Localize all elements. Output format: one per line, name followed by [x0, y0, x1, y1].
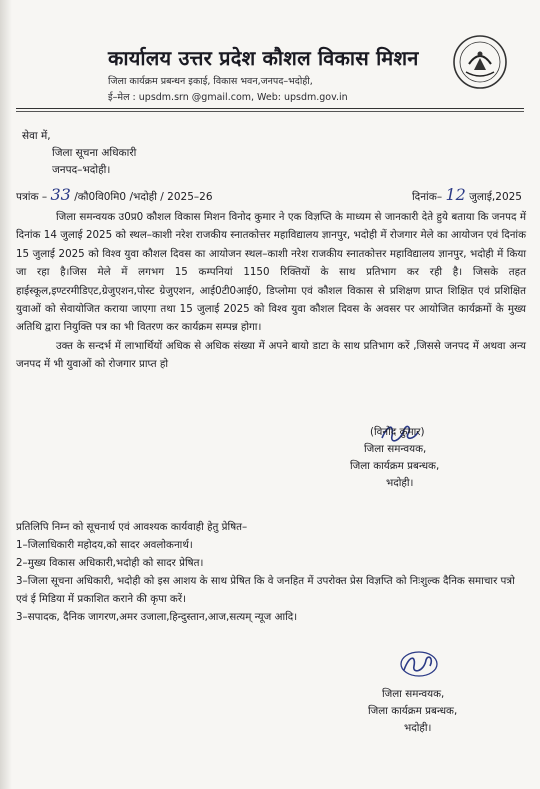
page-edge-shadow — [0, 0, 12, 789]
copy-item: 1–जिलाधिकारी महोदय,को सादर अवलोकनार्थ। — [16, 539, 193, 551]
date-month-year: जुलाई,2025 — [469, 191, 522, 203]
letter-date — [412, 185, 522, 204]
letter-number-handwritten: 33 — [50, 185, 71, 204]
copies-heading: प्रतिलिपि निम्न को सूचनार्थ एवं आवश्यक कार्यवाही हेतु प्रेषित– — [16, 521, 248, 533]
up-state-emblem-icon — [452, 34, 508, 90]
signatory-name: (विनोद कुमार) — [370, 426, 425, 438]
org-address: जिला कार्यक्रम प्रबन्धन इकाई, विकास भवन,जनपद–भदोही, — [108, 76, 313, 87]
org-contact: ई–मेल : upsdm.srn @gmail.com, Web: upsdm.gov.in — [108, 92, 348, 103]
reference-row — [16, 185, 522, 204]
salutation: सेवा में, — [22, 130, 51, 142]
letter-number-suffix: /कौ0वि0मि0 /भदोही / 2025–26 — [74, 191, 213, 203]
signature-block-1 — [350, 424, 439, 492]
recipient-district: जनपद–भदोही। — [52, 164, 111, 176]
header-rule-thin — [16, 111, 524, 112]
recipient-address — [22, 128, 136, 179]
copies-section — [16, 518, 526, 626]
date-day-handwritten: 12 — [445, 185, 466, 204]
signature-mark-2 — [396, 648, 442, 680]
letterhead — [108, 44, 438, 103]
signatory-designation-2: जिला कार्यक्रम प्रबन्धक, — [368, 705, 458, 717]
header-rule — [16, 108, 524, 109]
body-paragraph-1: जिला समन्वयक उ0प्र0 कौशल विकास मिशन विनोद कुमार ने एक विज्ञप्ति के माध्यम से जानकारी देते हुये बताया कि जनपद में दिनांक 14 जुलाई 2025 को स्थल–काशी नरेश राजकीय स्नातकोत्तर महाविद्यालय ज्ञानपुर, भदोही में रोजगार मेले का आयोजन एवं दिनांक 15 जुलाई 2025 को विश्व युवा कौशल दिवस का आयोजन स्थल–काशी नरेश राजकीय स्नातकोत्तर महाविद्यालय ज्ञानपुर, भदोही में किया जा रहा है।जिस मेले में लगभग 15 कम्पनियां 1150 रिक्तियों के साथ प्रतिभाग कर रही है। जिसके तहत हाईस्कूल,इण्टरमीडिएट,ग्रेजुएशन,पोस्ट ग्रेजुएशन, आई0टी0आई0, डिप्लोमा एवं कौशल विकास से प्रशिक्षण प्राप्त शिक्षित एवं प्रशिक्षित युवाओं को सेवायोजित कराया जाएगा तथा 15 जुलाई 2025 को विश्व युवा कौशल दिवस के अवसर पर आयोजित कार्यक्रमों के मुख्य अतिथि द्वारा नियुक्ति पत्र का भी वितरण कर कार्यक्रम सम्पन्न होगा। — [16, 211, 526, 334]
letter-number — [16, 185, 213, 204]
signatory-designation-2: जिला कार्यक्रम प्रबन्धक, — [350, 460, 440, 472]
signatory-place: भदोही। — [404, 722, 432, 734]
copy-item: 3–जिला सूचना अधिकारी, भदोही को इस आशय के साथ प्रेषित कि वे जनहित में उपरोक्त प्रेस विज्ञप्ति को निःशुल्क दैनिक समाचार पत्रो एवं ई मिडिया में प्रकाशित कराने की कृपा करें। — [16, 575, 515, 605]
date-label: दिनांक– — [411, 191, 443, 203]
signatory-designation-1: जिला समन्वयक, — [382, 688, 445, 700]
letter-body — [16, 208, 526, 374]
signatory-designation-1: जिला समन्वयक, — [364, 443, 427, 455]
recipient-title: जिला सूचना अधिकारी — [52, 147, 137, 159]
org-title: कार्यालय उत्तर प्रदेश कौशल विकास मिशन — [108, 46, 419, 70]
letter-number-prefix: पत्रांक – — [16, 191, 48, 203]
copy-item: 2–मुख्य विकास अधिकारी,भदोही को सादर प्रेषित। — [16, 557, 204, 569]
signature-block-2 — [368, 686, 457, 737]
body-paragraph-2: उक्त के सन्दर्भ में लाभार्थियों अधिक से अधिक संख्या में अपने बायो डाटा के साथ प्रतिभाग करें ,जिससे जनपद में अथवा अन्य जनपद में भी युवाओं को रोजगार प्राप्त हो — [16, 339, 526, 371]
signatory-place: भदोही। — [386, 477, 414, 489]
copy-item: 3–सपादक, दैनिक जागरण,अमर उजाला,हिन्दुस्तान,आज,सत्यम् न्यूज आदि। — [16, 611, 298, 623]
